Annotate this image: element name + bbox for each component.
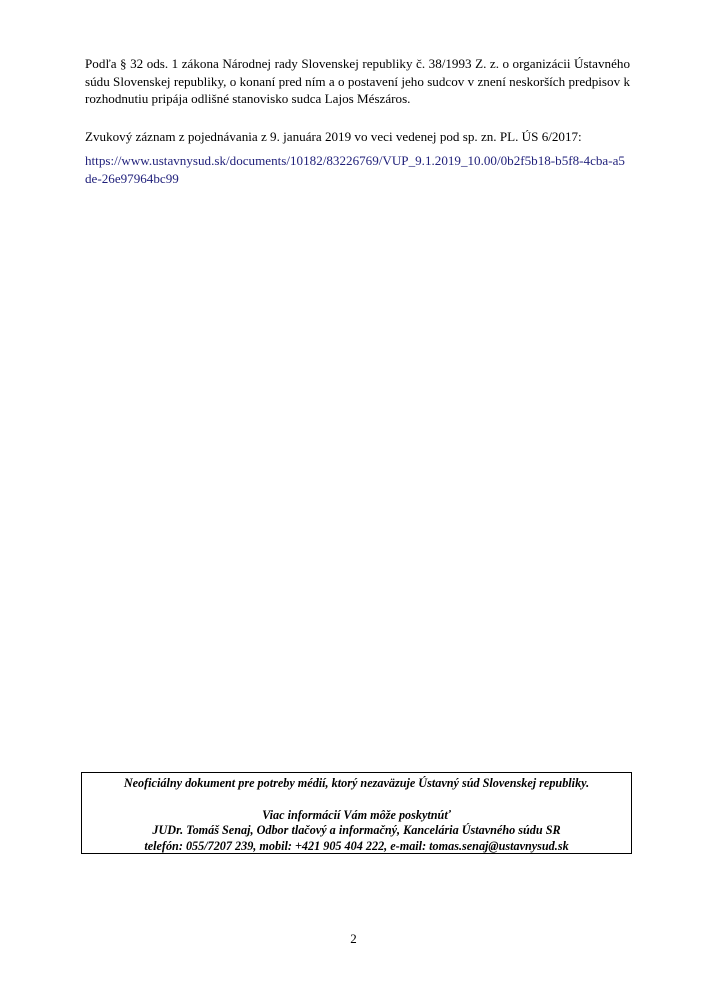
notice-contact-person: JUDr. Tomáš Senaj, Odbor tlačový a informačný, Kancelária Ústavného súdu SR [152,823,561,837]
paragraph-dissenting-opinion: Podľa § 32 ods. 1 zákona Národnej rady Slovenskej republiky č. 38/1993 Z. z. o organizácii Ústavného súdu Slovenskej republiky, o konaní pred ním a o postavení jeho sudcov v znení neskorších predpisov k rozhodnutiu pripája odlišné stanovisko sudca Lajos Mészáros. [85,56,630,106]
paragraph-audio-recording-intro: Zvukový záznam z pojednávania z 9. januára 2019 vo veci vedenej pod sp. zn. PL. ÚS 6/2017: [85,129,582,144]
notice-contact-intro: Viac informácií Vám môže poskytnúť [262,807,451,822]
notice-contact-details: telefón: 055/7207 239, mobil: +421 905 404 222, e-mail: tomas.senaj@ustavnysud.sk [144,838,569,853]
audio-link-container [85,152,630,187]
page-number: 2 [350,931,357,946]
notice-spacer [82,792,631,808]
audio-recording-link[interactable]: https://www.ustavnysud.sk/documents/10182/83226769/VUP_9.1.2019_10.00/0b2f5b18-b5f8-4cba-a5de-26e97964bc99 [85,153,625,186]
media-notice-box [81,772,632,854]
notice-disclaimer: Neoficiálny dokument pre potreby médií, ktorý nezaväzuje Ústavný súd Slovenskej republiky. [123,776,590,790]
